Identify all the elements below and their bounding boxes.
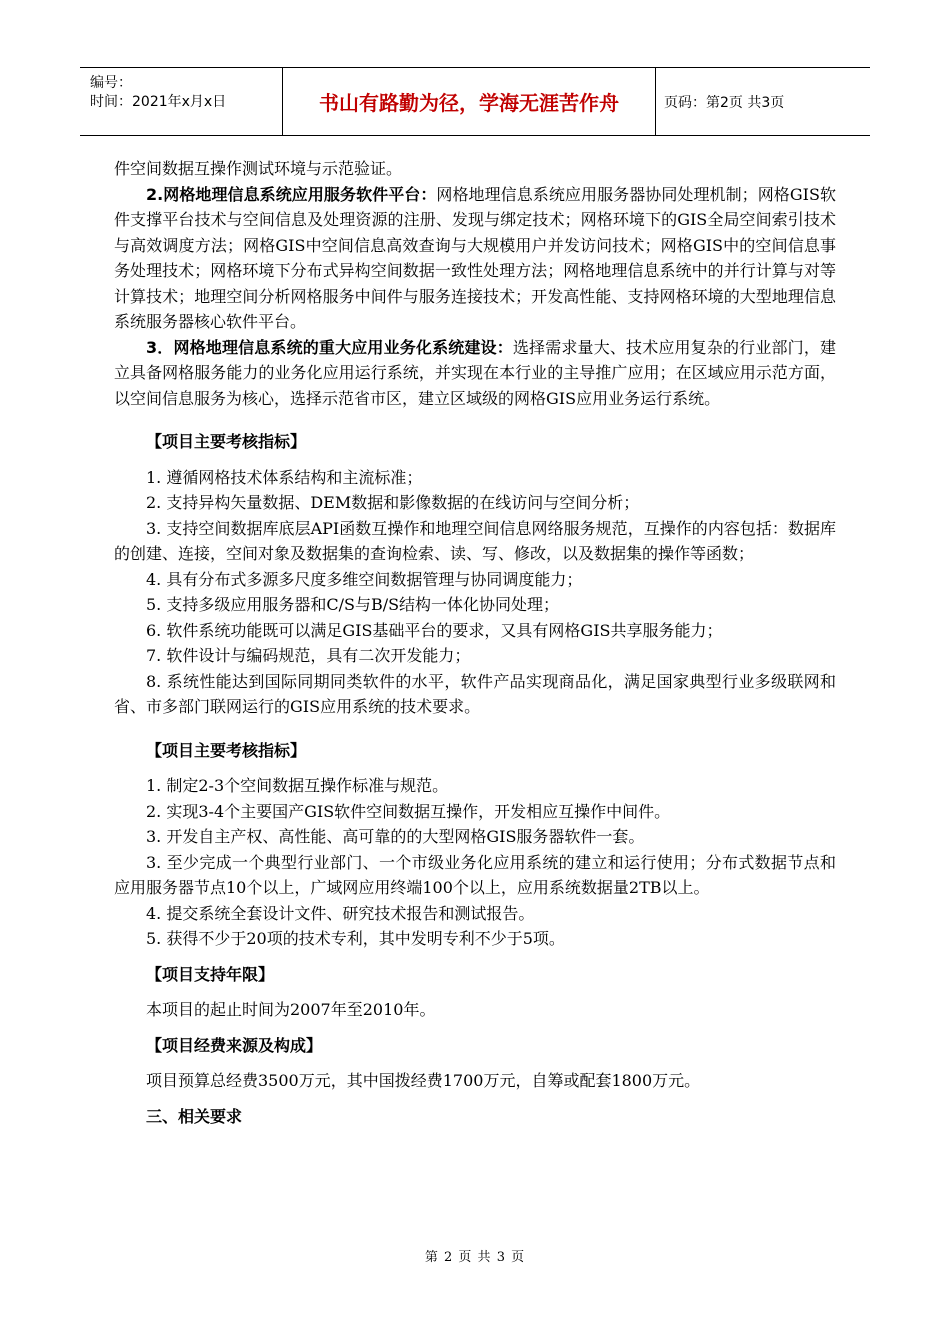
section-heading-indicators-2: 【项目主要考核指标】 [146,740,307,760]
list-item: 3. 支持空间数据库底层API函数互操作和地理空间信息网络服务规范，互操作的内容包括：数据库的创建、连接，空间对象及数据集的查询检索、读、写、修改，以及数据集的操作等函数； [114,518,836,563]
date-label: 时间：2021年x月x日 [90,94,227,110]
list-item: 2. 支持异构矢量数据、DEM数据和影像数据的在线访问与空间分析； [146,493,640,512]
list-item: 7. 软件设计与编码规范，具有二次开发能力； [146,646,471,665]
section-heading-indicators: 【项目主要考核指标】 [146,432,307,451]
list-item: 3. 开发自主产权、高性能、高可靠的的大型网格GIS服务器软件一套。 [146,827,645,846]
list-item: 4. 提交系统全套设计文件、研究技术报告和测试报告。 [146,903,535,923]
page-header [80,67,870,136]
list-item: 1. 遵循网格技术体系结构和主流标准； [146,467,423,487]
section-heading-duration: 【项目支持年限】 [146,964,275,984]
list-item: 3. 至少完成一个典型行业部门、一个市级业务化应用系统的建立和运行使用；分布式数据节点和应用服务器节点10个以上，广域网应用终端100个以上，应用系统数据量2TB以上。 [114,852,836,897]
paragraph-platform-title: 2.网格地理信息系统应用服务软件平台： [146,184,437,204]
list-item: 4. 具有分布式多源多尺度多维空间数据管理与协同调度能力； [146,569,583,589]
header-motto: 书山有路勤为径，学海无涯苦作舟 [283,68,656,135]
doc-number-label: 编号： [90,75,132,91]
page-footer: 第 2 页 共 3 页 [424,1250,526,1265]
header-page-info: 页码：第2页 共3页 [664,94,785,111]
paragraph-application-text: 选择需求量大、技术应用复杂的行业部门，建立具备网格服务能力的业务化应用运行系统，并实现在本行业的主导推广应用；在区域应用示范方面，以空间信息服务为核心，选择示范省市区，建立区域级的网格GIS应用业务运行系统。 [114,337,836,408]
list-item: 5. 获得不少于20项的技术专利，其中发明专利不少于5项。 [146,929,565,948]
paragraph-funding: 项目预算总经费3500万元，其中国拨经费1700万元，自筹或配套1800万元。 [146,1071,701,1090]
list-item: 5. 支持多级应用服务器和C/S与B/S结构一体化协同处理； [146,595,560,614]
section-heading-requirements: 三、相关要求 [146,1106,243,1126]
paragraph-duration: 本项目的起止时间为2007年至2010年。 [146,1000,436,1019]
list-item: 2. 实现3-4个主要国产GIS软件空间数据互操作，开发相应互操作中间件。 [146,801,671,821]
paragraph-platform [114,182,836,335]
list-item: 8. 系统性能达到国际同期同类软件的水平，软件产品实现商品化，满足国家典型行业多级联网和省、市多部门联网运行的GIS应用系统的技术要求。 [114,671,836,716]
paragraph-application-title: 3．网格地理信息系统的重大应用业务化系统建设： [146,337,513,357]
list-item: 1. 制定2-3个空间数据互操作标准与规范。 [146,776,449,795]
paragraph-platform-text: 网格地理信息系统应用服务器协同处理机制；网格GIS软件支撑平台技术与空间信息及处理资源的注册、发现与绑定技术；网格环境下的GIS全局空间索引技术与高效调度方法；网格GIS中空间信息高效查询与大规模用户并发访问技术；网格GIS中的空间信息事务处理技术；网格环境下分布式异构空间数据一致性处理方法；网格地理信息系统中的并行计算与对等计算技术；地理空间分析网格服务中间件与服务连接技术；开发高性能、支持网格环境的大型地理信息系统服务器核心软件平台。 [114,184,836,331]
list-item: 6. 软件系统功能既可以满足GIS基础平台的要求，又具有网格GIS共享服务能力； [146,620,723,640]
document-body [114,156,836,1139]
section-heading-funding: 【项目经费来源及构成】 [146,1035,323,1055]
paragraph-application [114,335,836,412]
header-meta [80,68,283,135]
paragraph-continuation: 件空间数据互操作测试环境与示范验证。 [114,159,403,178]
